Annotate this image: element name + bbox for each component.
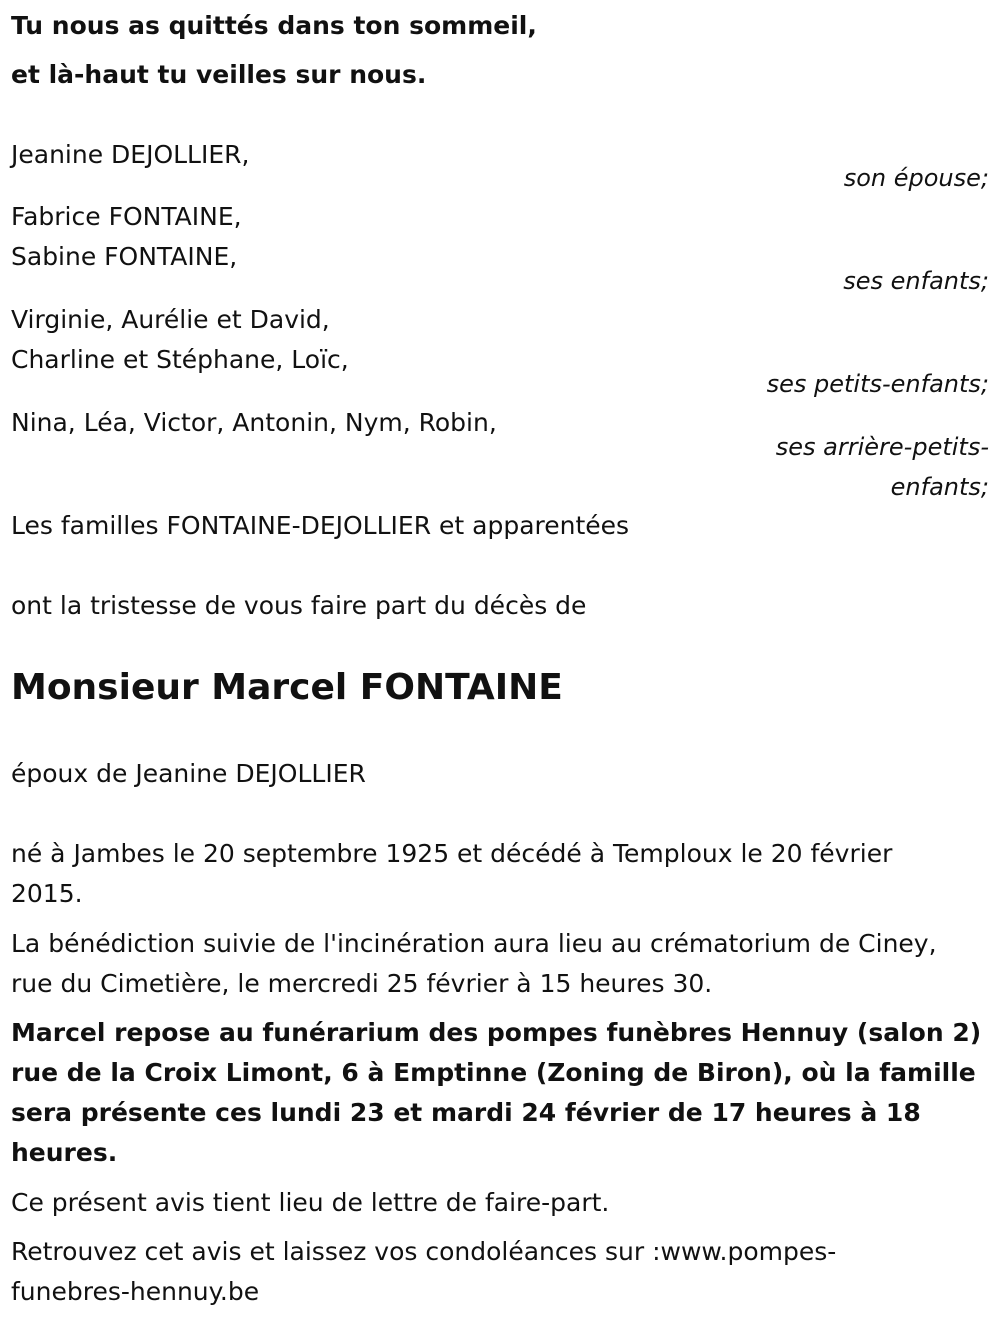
children-role: ses enfants;: [843, 267, 989, 295]
epitaph-line-2: et là-haut tu veilles sur nous.: [11, 60, 427, 89]
deceased-spouse-line: époux de Jeanine DEJOLLIER: [11, 759, 366, 788]
ceremony-line-2: rue du Cimetière, le mercredi 25 février à 15 heures 30.: [11, 969, 713, 998]
ceremony-line-1: La bénédiction suivie de l'incinération aura lieu au crématorium de Ciney,: [11, 929, 937, 958]
child-name-2: Sabine FONTAINE,: [11, 242, 238, 271]
spouse-role: son épouse;: [843, 164, 989, 192]
birth-death-line-2: 2015.: [11, 879, 83, 908]
families-line: Les familles FONTAINE-DEJOLLIER et apparentées: [11, 511, 630, 540]
great-grandchildren-names: Nina, Léa, Victor, Antonin, Nym, Robin,: [11, 408, 497, 437]
epitaph-line-1: Tu nous as quittés dans ton sommeil,: [11, 11, 537, 40]
announcement-line: ont la tristesse de vous faire part du décès de: [11, 591, 587, 620]
birth-death-line-1: né à Jambes le 20 septembre 1925 et décédé à Temploux le 20 février: [11, 839, 893, 868]
condolences-line-1: Retrouvez cet avis et laissez vos condoléances sur :www.pompes-: [11, 1237, 837, 1266]
visitation-line-1: Marcel repose au funérarium des pompes funèbres Hennuy (salon 2): [11, 1018, 982, 1047]
visitation-line-3: sera présente ces lundi 23 et mardi 24 février de 17 heures à 18: [11, 1098, 921, 1127]
deceased-name: Monsieur Marcel FONTAINE: [11, 667, 563, 708]
child-name-1: Fabrice FONTAINE,: [11, 202, 242, 231]
great-grandchildren-role-2: enfants;: [890, 473, 989, 501]
condolences-link: funebres-hennuy.be: [11, 1277, 260, 1306]
visitation-line-2: rue de la Croix Limont, 6 à Emptinne (Zoning de Biron), où la famille: [11, 1058, 976, 1087]
visitation-line-4: heures.: [11, 1138, 118, 1167]
grandchildren-names-2: Charline et Stéphane, Loïc,: [11, 345, 349, 374]
grandchildren-role: ses petits-enfants;: [766, 370, 989, 398]
grandchildren-names-1: Virginie, Aurélie et David,: [11, 305, 330, 334]
notice-line: Ce présent avis tient lieu de lettre de faire-part.: [11, 1188, 610, 1217]
great-grandchildren-role-1: ses arrière-petits-: [775, 433, 989, 461]
spouse-name: Jeanine DEJOLLIER,: [11, 140, 250, 169]
